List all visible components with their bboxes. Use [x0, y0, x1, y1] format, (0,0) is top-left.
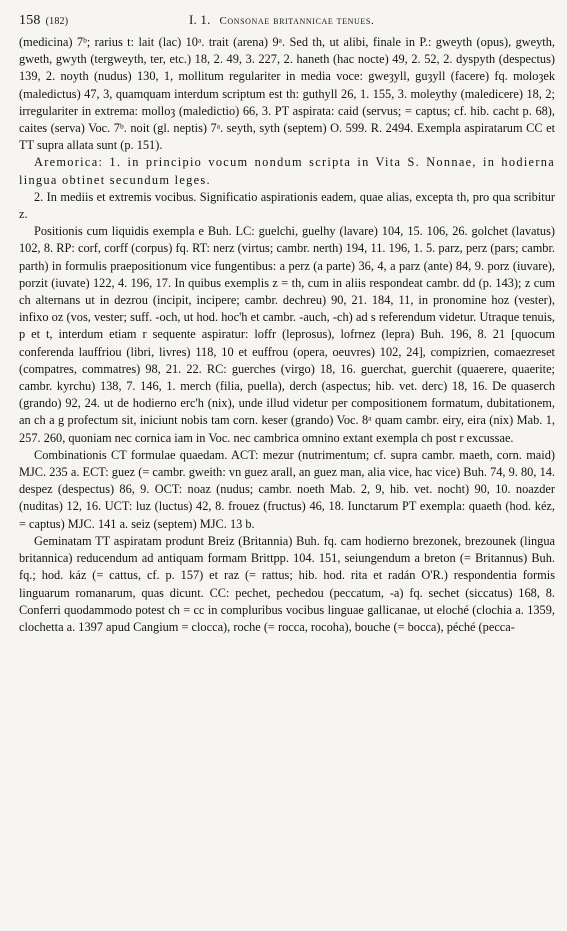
chapter-title: Consonae britannicae tenues.: [219, 15, 375, 27]
paragraph-mediis-extremis: 2. In mediis et extremis vocibus. Significatio aspirationis eadem, quae alias, excepta th, pro qua scribitur z.: [19, 189, 555, 222]
paragraph-aremorica: Aremorica: 1. in principio vocum nondum scripta in Vita S. Nonnae, in hodierna lingua obtinet secundum leges.: [19, 155, 555, 187]
chapter-heading: [68, 12, 495, 28]
running-header: [19, 12, 555, 34]
chapter-number: I. 1.: [188, 12, 211, 27]
paragraph-cornish-continuation: (medicina) 7ᵇ; rarius t: lait (lac) 10ᵃ. trait (arena) 9ᵃ. Sed th, ut alibi, finale in P.: gweyth (opus), gweyth, gweth, gwyth (tergweyth, ter, etc.) 18, 2. 49, 3. 227, 2. haneth (hac nocte) 49, 2. 52, 2. dyspyth (despectus) 139, 2. noyth (nudus) 130, 1, mollitum regulariter in media voce: gweȝyll, guȝyll (facere) fq. moloȝek (maledictus) 47, 3, quamquam interdum scriptum est th: guthyll 26, 1. 155, 3. moleythy (maledicere) 18, 2; irregulariter in extrema: molloȝ (maledictio) 66, 3. PT aspirata: caid (servus; = captus; cf. hib. cacht p. 68), caites (serva) Voc. 7ᵇ. noit (gl. neptis) 7ᵃ. seyth, syth (septem) O. 599. R. 2494. Exempla aspiratarum CC et TT supra allata sunt (p. 151).: [19, 35, 555, 153]
body-text: [19, 34, 555, 636]
paragraph-positionis: Positionis cum liquidis exempla e Buh. LC: guelchi, guelhy (lavare) 104, 15. 106, 26. golchet (lavatus) 102, 8. RP: corf, corff (corpus) fq. RT: nerz (virtus; cambr. nerth) 194, 11. 196, 1. 5. parz, perz (pars; cambr. parth) in formulis praepositionum vice fungentibus: a perz (a parte) 36, 4, a parz (ante) 84, 9. porz (iuvare), porzit (iuvate) 122, 4. 196, 17. In quibus exemplis z = th, cum in aliis respondeat cambr. dd (p. 143); z cum ch alternans ut in dezrou (incipit, incipere; cambr. dechreu) 90, 21. 184, 11, in pronomine hoz (vester), infixo oz (vos, vester; suff. -och, ut hod. hoc'h et cambr. -auch, -ch) ad s referendum videtur. Utraque tenuis, p et t, interdum etiam r sequente aspiratur: loffr (leprosus), lofrnez (lepra) Buh. 196, 8. 21 [quocum conferenda lauffriou (libri, livres) 118, 10 et euffrou (opera, oeuvres) 102, 24], compizrien, comaezreset (compatres, commatres) 98, 21. 22. RC: guerches (virgo) 18, 16. guerchat, guerchit (quaerere, quaerite; cambr. kyrchu) 138, 7. 146, 1. merch (filia, puella), derch (aspectus; hib. vet. derc) 18, 16. De quaserch (grando) 92, 24. ut de hodierno erc'h (nix), unde illud videtur per compositionem formatum, dubitationem, an ch a g profectum sit, iniciunt nobis tam corn. keser (grando) Voc. 8ᵃ quam cambr. eiry, eira (nix) Mab. 1, 257. 260, quoniam nec cornica iam in Voc. nec cambrica omnino extant exempla ch post r excussae.: [19, 224, 555, 445]
original-page-number: (182): [45, 16, 69, 27]
paragraph-combinationis: Combinationis CT formulae quaedam. ACT: mezur (nutrimentum; cf. supra cambr. maeth, corn. maid) MJC. 235 a. ECT: guez (= cambr. gweith: vn guez arall, an guez man, alia vice, hac vice) Buh. 74, 9. 80, 14. despez (despectus) 86, 9. OCT: noaz (nudus; cambr. noeth Mab. 2, 9, hib. vet. nocht) 90, 10. noazder (nuditas) 12, 16. UCT: luz (luctus) 42, 8. frouez (fructus) 46, 18. Iunctarum PT exempla: quaeth (hod. kéz, = captus) MJC. 141 a. seiz (septem) MJC. 13 b.: [19, 447, 555, 531]
paragraph-geminatam: Geminatam TT aspiratam produnt Breiz (Britannia) Buh. fq. cam hodierno brezonek, brezounek (lingua britannica) reducendum ad antiquam formam Brittpp. 104. 151, seiungendum a breton (= Britannus) Buh. fq.; hod. káz (= cattus, cf. p. 157) et raz (= rattus; hib. hod. rita et radán O'R.) respondentia formis linguarum romanarum, quas dicunt. CC: pechet, pechedou (peccatum, -a) fq. sechet (siccatus) 168, 8. Conferri quodammodo potest ch = cc in compluribus vocibus linguae gallicanae, ut eloché (clochia a. 1359, clochetta a. 1397 apud Cangium = clocca), roche (= rocca, rocoha), bouche (= bocca), péché (pecca-: [19, 533, 555, 634]
page-number: 158: [19, 13, 41, 28]
